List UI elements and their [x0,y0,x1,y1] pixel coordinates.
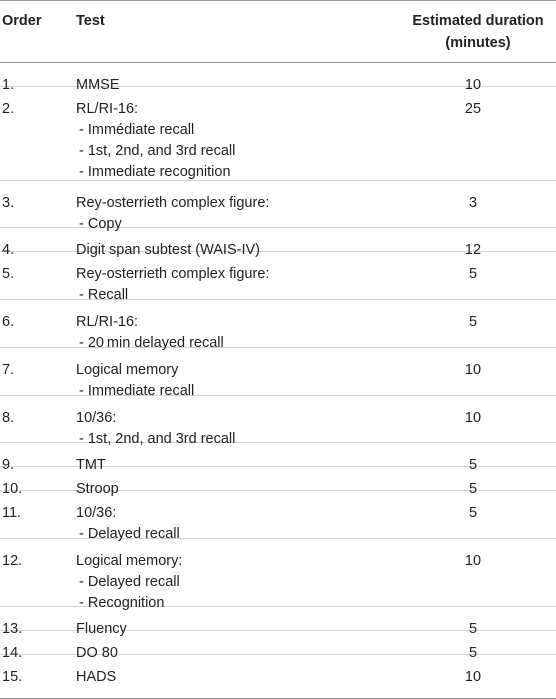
row-test [76,99,376,183]
table-row [0,348,556,399]
row-order: 10. [2,481,23,497]
row-duration: 25 [464,101,482,117]
row-duration: 5 [468,266,478,282]
table-row [0,300,556,351]
table-body [0,63,556,685]
header-order: Order [2,13,42,29]
header-duration-line1: Estimated duration [412,13,544,29]
table-row [0,228,556,258]
row-order: 5. [2,266,15,282]
row-duration: 10 [464,553,482,569]
row-duration: 10 [464,410,482,426]
row-duration: 10 [464,77,482,93]
row-duration: 5 [468,481,478,497]
row-order: 4. [2,242,15,258]
table-row [0,396,556,447]
table-row [0,252,556,303]
row-duration: 5 [468,645,478,661]
test-subitem: - 20 min delayed recall [76,333,376,354]
test-subitem: - Immediate recognition [76,162,376,183]
test-subitem: - Delayed recall [76,524,376,545]
row-test [76,667,376,688]
test-name: Logical memory: [76,553,183,569]
test-subitem: - Delayed recall [76,572,376,593]
test-name: 10/36: [76,505,117,521]
row-duration: 5 [468,505,478,521]
table-row [0,607,556,637]
table-row [0,631,556,661]
test-name: RL/RI-16: [76,314,139,330]
row-order: 13. [2,621,23,637]
row-order: 9. [2,457,15,473]
table-row [0,443,556,473]
table-row [0,63,556,93]
test-name: 10/36: [76,410,117,426]
row-order: 14. [2,645,23,661]
row-order: 12. [2,553,23,569]
row-order: 2. [2,101,15,117]
row-order: 8. [2,410,15,426]
test-name: Logical memory [76,362,179,378]
test-subitem: - 1st, 2nd, and 3rd recall [76,429,376,450]
test-name: Stroop [76,481,119,497]
row-order: 11. [2,505,22,521]
table-row [0,87,556,181]
test-name: Rey-osterrieth complex figure: [76,266,270,282]
row-duration: 10 [464,362,482,378]
row-duration: 5 [468,457,478,473]
row-order: 6. [2,314,15,330]
table-header [0,0,556,62]
test-subitem: - Recall [76,285,376,306]
test-name: Rey-osterrieth complex figure: [76,195,270,211]
header-test: Test [76,13,105,29]
row-order: 15. [2,669,23,685]
test-subitem: - Recognition [76,593,376,614]
test-subitem: - Immediate recall [76,381,376,402]
test-subitem: - Copy [76,214,376,235]
test-name: TMT [76,457,106,473]
row-duration: 5 [468,621,478,637]
table-row [0,467,556,497]
table-row [0,655,556,685]
row-order: 1. [2,77,15,93]
test-name: Fluency [76,621,127,637]
row-duration: 5 [468,314,478,330]
header-duration-line2: (minutes) [445,35,511,51]
header-duration [408,10,548,54]
row-order: 3. [2,195,15,211]
test-name: MMSE [76,77,120,93]
test-name: HADS [76,669,117,685]
table-row [0,539,556,611]
test-name: RL/RI-16: [76,101,139,117]
row-test [76,551,376,614]
test-name: Digit span subtest (WAIS-IV) [76,242,260,258]
test-subitem: - 1st, 2nd, and 3rd recall [76,141,376,162]
test-subitem: - Immédiate recall [76,120,376,141]
test-name: DO 80 [76,645,118,661]
row-duration: 3 [468,195,478,211]
row-duration: 10 [464,669,482,685]
row-order: 7. [2,362,15,378]
row-duration: 12 [464,242,482,258]
table-row [0,181,556,232]
table-row [0,491,556,542]
